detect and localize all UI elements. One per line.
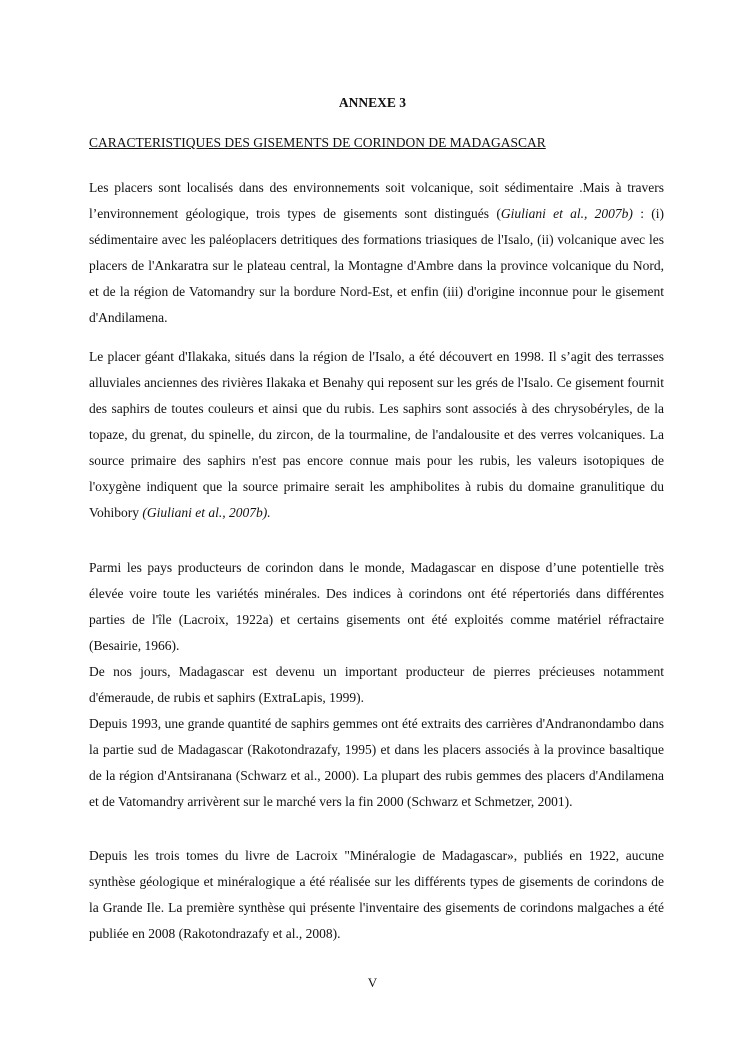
paragraph-1 [89, 175, 664, 331]
paragraph-1-text-b: : (i) sédimentaire avec les paléoplacers detritiques des formations triasiques de l'Isalo, (ii) volcanique avec les placers de l'Ankaratra sur le plateau central, la Montagne d'Ambre dans la province volcanique du Nord, et de la région de Vatomandry sur la bordure Nord-Est, et enfin (iii) d'origine inconnue pour le gisement d'Andilamena. [89, 206, 664, 325]
paragraph-1-text-a: Les placers sont localisés dans des environnements soit volcanique, soit sédimentaire .Mais à travers l’environnement géologique, trois types de gisements sont distingués ( [89, 180, 664, 221]
paragraph-2-text-a: Le placer géant d'Ilakaka, situés dans la région de l'Isalo, a été découvert en 1998. Il s’agit des terrasses alluviales anciennes des rivières Ilakaka et Benahy qui reposent sur les grés de l'Isalo. Ce gisement fournit des saphirs de toutes couleurs et ainsi que du rubis. Les saphirs sont associés à des chrysobéryles, de la topaze, du grenat, du spinelle, du zircon, de la tourmaline, de l'andalousite et des verres volcaniques. La source primaire des saphirs n'est pas encore connue mais pour les rubis, les valeurs isotopiques de l'oxygène indiquent que la source primaire serait les amphibolites à rubis du domaine granulitique du Vohibory [89, 349, 664, 520]
paragraph-3-line-3: Depuis 1993, une grande quantité de saphirs gemmes ont été extraits des carrières d'Andranondambo dans la partie sud de Madagascar (Rakotondrazafy, 1995) et dans les placers associés à la province basaltique de la région d'Antsiranana (Schwarz et al., 2000). La plupart des rubis gemmes des placers d'Andilamena et de Vatomandry arrivèrent sur le marché vers la fin 2000 (Schwarz et Schmetzer, 2001). [89, 716, 664, 809]
paragraph-2 [89, 344, 664, 526]
paragraph-3-line-2: De nos jours, Madagascar est devenu un important producteur de pierres précieuses notamment d'émeraude, de rubis et saphirs (ExtraLapis, 1999). [89, 664, 664, 705]
paragraph-3 [89, 555, 664, 815]
section-title: CARACTERISTIQUES DES GISEMENTS DE CORINDON DE MADAGASCAR [89, 135, 546, 150]
paragraph-1-citation: Giuliani et al., 2007b) [500, 206, 633, 221]
paragraph-2-citation: (Giuliani et al., 2007b). [142, 505, 271, 520]
annex-title: ANNEXE 3 [338, 95, 407, 110]
page-number: V [367, 975, 378, 990]
paragraph-4-text: Depuis les trois tomes du livre de Lacroix "Minéralogie de Madagascar», publiés en 1922, aucune synthèse géologique et minéralogique a été réalisée sur les différents types de gisements de corindons de la Grande Ile. La première synthèse qui présente l'inventaire des gisements de corindons malgaches a été publiée en 2008 (Rakotondrazafy et al., 2008). [89, 848, 664, 941]
paragraph-4 [89, 843, 664, 947]
paragraph-3-line-1: Parmi les pays producteurs de corindon dans le monde, Madagascar en dispose d’une potentielle très élevée voire toute les variétés minérales. Des indices à corindons ont été répertoriés dans différentes parties de l'île (Lacroix, 1922a) et certains gisements ont été exploités comme matériel réfractaire (Besairie, 1966). [89, 560, 664, 653]
